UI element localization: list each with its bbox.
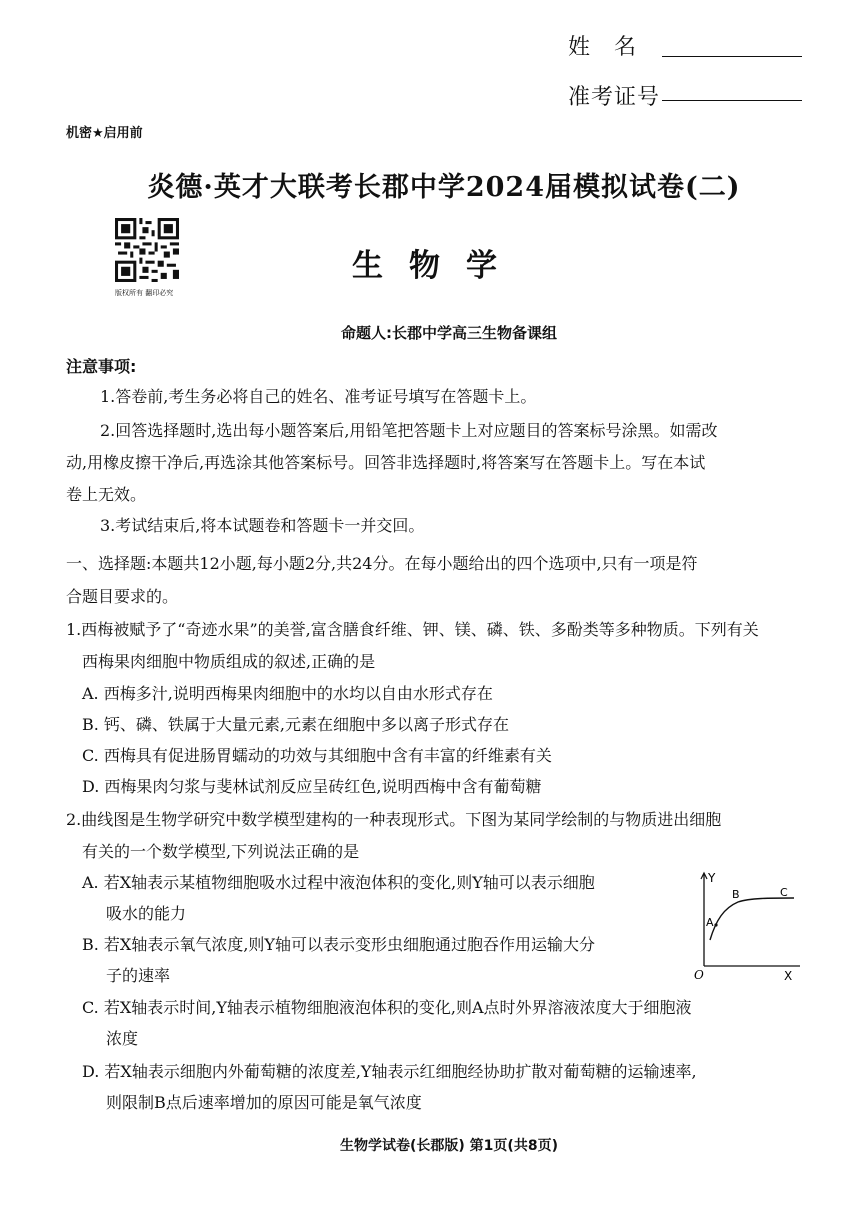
q1-stem: 1.西梅被赋予了“奇迹水果”的美誉,富含膳食纤维、钾、镁、磷、铁、多酚类等多种物质。下列有关 bbox=[66, 620, 759, 639]
q2-option-d: D. 若X轴表示细胞内外葡萄糖的浓度差,Y轴表示红细胞经协助扩散对葡萄糖的运输速率, bbox=[82, 1062, 697, 1081]
y-axis-label: Y bbox=[708, 871, 716, 885]
subject-title: 生物学 bbox=[352, 248, 523, 284]
point-a-marker bbox=[714, 923, 717, 926]
exam-title: 炎德·英才大联考长郡中学2024届模拟试卷(二) bbox=[147, 172, 741, 203]
point-c-label: C bbox=[780, 886, 788, 899]
q2-option-b-cont: 子的速率 bbox=[106, 966, 171, 985]
notice-item: 动,用橡皮擦干净后,再选涂其他答案标号。回答非选择题时,将答案写在答题卡上。写在本试 bbox=[66, 453, 706, 472]
notice-item: 卷上无效。 bbox=[66, 485, 147, 504]
qr-code-icon bbox=[115, 218, 179, 282]
q2-stem: 2.曲线图是生物学研究中数学模型建构的一种表现形式。下图为某同学绘制的与物质进出细胞 bbox=[66, 810, 722, 829]
q2-option-d-cont: 则限制B点后速率增加的原因可能是氧气浓度 bbox=[106, 1093, 422, 1112]
q1-option-b: B. 钙、磷、铁属于大量元素,元素在细胞中多以离子形式存在 bbox=[82, 715, 510, 734]
q2-stem-cont: 有关的一个数学模型,下列说法正确的是 bbox=[82, 842, 360, 861]
notice-item: 2.回答选择题时,选出每小题答案后,用铅笔把答题卡上对应题目的答案标号涂黑。如需改 bbox=[100, 421, 718, 440]
name-label: 姓 名 bbox=[568, 35, 638, 60]
q2-option-a-cont: 吸水的能力 bbox=[106, 904, 187, 923]
q1-option-c: C. 西梅具有促进肠胃蠕动的功效与其细胞中含有丰富的纤维素有关 bbox=[82, 746, 552, 765]
q2-option-c: C. 若X轴表示时间,Y轴表示植物细胞液泡体积的变化,则A点时外界溶液浓度大于细胞液 bbox=[82, 998, 692, 1017]
curve-graph bbox=[690, 868, 808, 980]
point-b-label: B bbox=[732, 888, 740, 901]
qr-caption: 版权所有 翻印必究 bbox=[115, 289, 174, 297]
q1-option-a: A. 西梅多汁,说明西梅果肉细胞中的水均以自由水形式存在 bbox=[82, 684, 493, 703]
q2-option-b: B. 若X轴表示氧气浓度,则Y轴可以表示变形虫细胞通过胞吞作用运输大分 bbox=[82, 935, 595, 954]
name-field[interactable] bbox=[662, 56, 802, 57]
secret-label: 机密★启用前 bbox=[66, 126, 143, 141]
q1-stem-cont: 西梅果肉细胞中物质组成的叙述,正确的是 bbox=[82, 652, 376, 671]
id-field[interactable] bbox=[662, 100, 802, 101]
x-axis-label: X bbox=[784, 969, 793, 980]
notice-item: 1.答卷前,考生务必将自己的姓名、准考证号填写在答题卡上。 bbox=[100, 387, 537, 406]
author-line: 命题人:长郡中学高三生物备课组 bbox=[340, 324, 557, 342]
point-a-label: A bbox=[706, 916, 714, 929]
q1-option-d: D. 西梅果肉匀浆与斐林试剂反应呈砖红色,说明西梅中含有葡萄糖 bbox=[82, 777, 542, 796]
q2-option-c-cont: 浓度 bbox=[106, 1029, 139, 1048]
curve bbox=[710, 898, 794, 940]
notice-heading: 注意事项: bbox=[66, 357, 137, 376]
q2-option-a: A. 若X轴表示某植物细胞吸水过程中液泡体积的变化,则Y轴可以表示细胞 bbox=[82, 873, 595, 892]
notice-item: 3.考试结束后,将本试题卷和答题卡一并交回。 bbox=[100, 516, 425, 535]
origin-label: O bbox=[694, 968, 704, 980]
page-footer: 生物学试卷(长郡版) 第1页(共8页) bbox=[340, 1138, 558, 1154]
id-label: 准考证号 bbox=[568, 85, 661, 110]
section-heading-cont: 合题目要求的。 bbox=[66, 587, 179, 606]
section-heading: 一、选择题:本题共12小题,每小题2分,共24分。在每小题给出的四个选项中,只有一项是符 bbox=[66, 554, 698, 573]
